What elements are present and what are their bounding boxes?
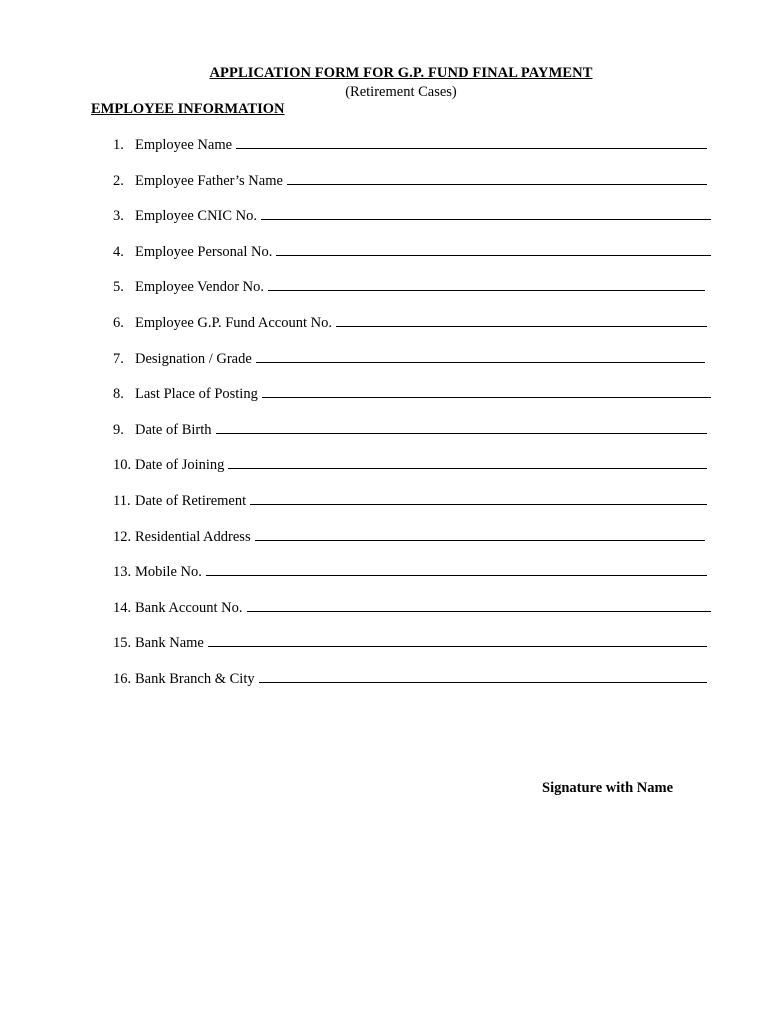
field-label: Employee Name [135,137,233,153]
field-number: 14. [113,599,132,616]
field-date-of-joining [113,456,713,492]
fill-in-line[interactable] [262,385,711,398]
field-gp-fund-account [113,314,713,350]
field-residential-address [113,528,713,564]
field-cnic [113,207,713,243]
field-date-of-birth [113,421,713,457]
employee-fields-list [113,136,713,706]
field-label: Employee Father’s Name [135,172,283,189]
field-bank-branch-city [113,670,713,706]
field-number: 9. [113,421,124,438]
field-label: Date of Joining [135,457,225,474]
field-label: Designation / Grade [135,350,252,367]
field-mobile-no [113,563,713,599]
field-label: Bank Name [135,635,204,652]
field-label: Date of Retirement [135,492,247,509]
signature-label: Signature with Name [542,780,674,796]
field-label: Bank Account No. [135,599,243,616]
field-date-of-retirement [113,492,713,528]
form-subtitle: (Retirement Cases) [345,84,457,100]
fill-in-line[interactable] [276,243,711,256]
field-number: 10. [113,457,132,474]
field-label: Mobile No. [135,564,202,581]
fill-in-line[interactable] [247,599,711,612]
fill-in-line[interactable] [268,278,705,291]
fill-in-line[interactable] [206,563,707,576]
field-number: 3. [113,208,124,225]
fill-in-line[interactable] [259,670,707,683]
fill-in-line[interactable] [336,314,707,327]
field-father-name [113,172,713,208]
field-label: Date of Birth [135,421,212,438]
fill-in-line[interactable] [216,421,707,434]
field-number: 2. [113,172,124,189]
fill-in-line[interactable] [287,172,707,185]
field-number: 12. [113,528,132,545]
field-label: Employee Vendor No. [135,279,264,296]
field-number: 5. [113,279,124,296]
fill-in-line[interactable] [250,492,707,505]
field-number: 8. [113,386,124,403]
section-heading: EMPLOYEE INFORMATION [91,101,285,117]
field-number: 15. [113,635,132,652]
field-number: 1. [113,137,124,153]
fill-in-line[interactable] [208,634,707,647]
field-employee-name [113,136,713,172]
field-label: Employee G.P. Fund Account No. [135,314,332,331]
fill-in-line[interactable] [256,350,705,363]
field-number: 7. [113,350,124,367]
form-title: APPLICATION FORM FOR G.P. FUND FINAL PAYMENT [209,65,593,81]
fill-in-line[interactable] [261,207,711,220]
field-bank-account-no [113,599,713,635]
field-number: 6. [113,314,124,331]
field-label: Employee CNIC No. [135,208,258,225]
field-designation-grade [113,350,713,386]
fill-in-line[interactable] [255,528,705,541]
field-label: Employee Personal No. [135,243,273,260]
field-number: 16. [113,670,132,687]
field-label: Residential Address [135,528,251,545]
fill-in-line[interactable] [236,136,707,149]
field-last-posting [113,385,713,421]
field-label: Last Place of Posting [135,386,258,403]
field-number: 4. [113,243,124,260]
field-number: 13. [113,564,132,581]
field-bank-name [113,634,713,670]
fill-in-line[interactable] [228,456,707,469]
field-personal-no [113,243,713,279]
field-label: Bank Branch & City [135,670,255,687]
field-number: 11. [113,492,131,509]
field-vendor-no [113,278,713,314]
